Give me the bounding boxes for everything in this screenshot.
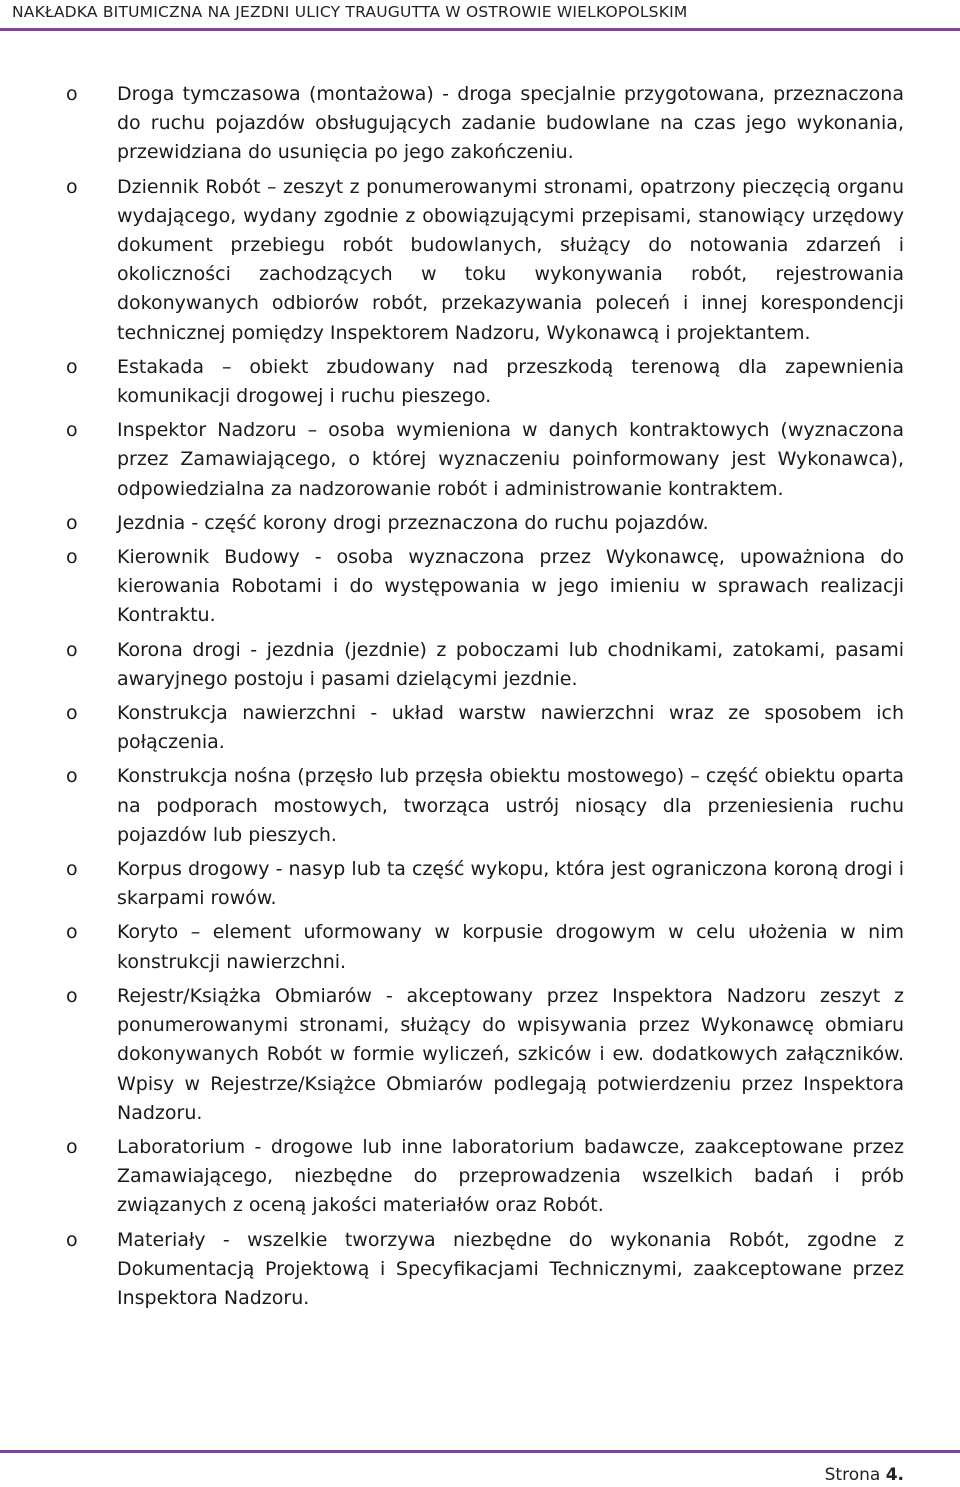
bullet-icon: o: [66, 638, 78, 661]
bullet-icon: o: [66, 83, 78, 105]
bullet-icon: o: [66, 175, 78, 198]
list-item: [0, 636, 960, 694]
definition-text: Konstrukcja nawierzchni - układ warstw nawierzchni wraz ze sposobem ich połączenia.: [117, 702, 904, 754]
bullet-icon: o: [66, 921, 78, 944]
definitions-list: [0, 80, 960, 1318]
bullet-icon: o: [66, 858, 78, 881]
definition-text: Rejestr/Książka Obmiarów - akceptowany przez Inspektora Nadzoru zeszyt z ponumerowanymi stronami, służący do wpisywania przez Wykonawcę obmiaru dokonywanych Robót w formie wyliczeń, szkiców i ew. dodatkowych załączników. Wpisy w Rejestrze/Książce Obmiarów podlegają potwierdzeniu przez Inspektora Nadzoru.: [117, 984, 904, 1124]
list-item: [0, 918, 960, 976]
page-label: Strona: [824, 1465, 881, 1485]
definition-text: Laboratorium - drogowe lub inne laboratorium badawcze, zaakceptowane przez Zamawiającego, niezbędne do przeprowadzenia wszelkich badań i prób związanych z oceną jakości materiałów oraz Robót.: [117, 1135, 904, 1217]
bullet-icon: o: [66, 984, 78, 1007]
bullet-icon: o: [66, 355, 78, 378]
list-item: [0, 80, 960, 168]
page-value: 4.: [885, 1465, 904, 1485]
bullet-icon: o: [66, 511, 78, 534]
list-item: [0, 982, 960, 1128]
header-divider: [0, 28, 960, 31]
definition-text: Estakada – obiekt zbudowany nad przeszkodą terenową dla zapewnienia komunikacji drogowej i ruchu pieszego.: [117, 355, 904, 408]
bullet-icon: o: [66, 419, 78, 442]
definition-text: Korona drogi - jezdnia (jezdnie) z poboczami lub chodnikami, zatokami, pasami awaryjnego postoju i pasami dzielącymi jezdnie.: [117, 638, 904, 690]
bullet-icon: o: [66, 765, 78, 788]
list-item: [0, 1226, 960, 1314]
list-item: [0, 173, 960, 348]
list-item: [0, 1133, 960, 1221]
list-item: [0, 543, 960, 631]
list-item: [0, 855, 960, 913]
definition-text: Koryto – element uformowany w korpusie drogowym w celu ułożenia w nim konstrukcji nawierzchni.: [117, 921, 904, 973]
definition-text: Korpus drogowy - nasyp lub ta część wykopu, która jest ograniczona koroną drogi i skarpami rowów.: [117, 858, 904, 910]
bullet-icon: o: [66, 546, 78, 569]
definition-text: Materiały - wszelkie tworzywa niezbędne do wykonania Robót, zgodne z Dokumentacją Projektową i Specyfikacjami Technicznymi, zaakceptowane przez Inspektora Nadzoru.: [117, 1228, 904, 1309]
definition-text: Inspektor Nadzoru – osoba wymieniona w danych kontraktowych (wyznaczona przez Zamawiającego, o której wyznaczeniu poinformowany jest Wykonawca), odpowiedzialna za nadzorowanie robót i administrowanie kontraktem.: [117, 419, 904, 500]
bullet-icon: o: [66, 702, 78, 725]
bullet-icon: o: [66, 1135, 78, 1158]
list-item: [0, 509, 960, 538]
list-item: [0, 762, 960, 850]
list-item: [0, 699, 960, 757]
page-number: [825, 1464, 904, 1486]
list-item: [0, 353, 960, 411]
definition-text: Jezdnia - część korony drogi przeznaczona do ruchu pojazdów.: [117, 511, 709, 534]
definition-text: Konstrukcja nośna (przęsło lub przęsła obiektu mostowego) – część obiektu oparta na podporach mostowych, tworząca ustrój niosący dla przeniesienia ruchu pojazdów lub pieszych.: [117, 765, 904, 846]
bullet-icon: o: [66, 1228, 78, 1251]
page-header-title: NAKŁADKA BITUMICZNA NA JEZDNI ULICY TRAUGUTTA W OSTROWIE WIELKOPOLSKIM: [12, 3, 688, 21]
footer-divider: [0, 1450, 960, 1453]
definition-text: Droga tymczasowa (montażowa) - droga specjalnie przygotowana, przeznaczona do ruchu pojazdów obsługujących zadanie budowlane na czas jego wykonania, przewidziana do usunięcia po jego zakończeniu.: [117, 83, 904, 164]
definition-text: Dziennik Robót – zeszyt z ponumerowanymi stronami, opatrzony pieczęcią organu wydającego, wydany zgodnie z obowiązującymi przepisami, stanowiący urzędowy dokument przebiegu robót budowlanych, służący do notowania zdarzeń i okoliczności zachodzących w toku wykonywania robót, rejestrowania dokonywanych odbiorów robót, przekazywania poleceń i innej korespondencji technicznej pomiędzy Inspektorem Nadzoru, Wykonawcą i projektantem.: [117, 175, 904, 344]
definition-text: Kierownik Budowy - osoba wyznaczona przez Wykonawcę, upoważniona do kierowania Robotami i do występowania w jego imieniu w sprawach realizacji Kontraktu.: [117, 546, 904, 627]
list-item: [0, 416, 960, 504]
